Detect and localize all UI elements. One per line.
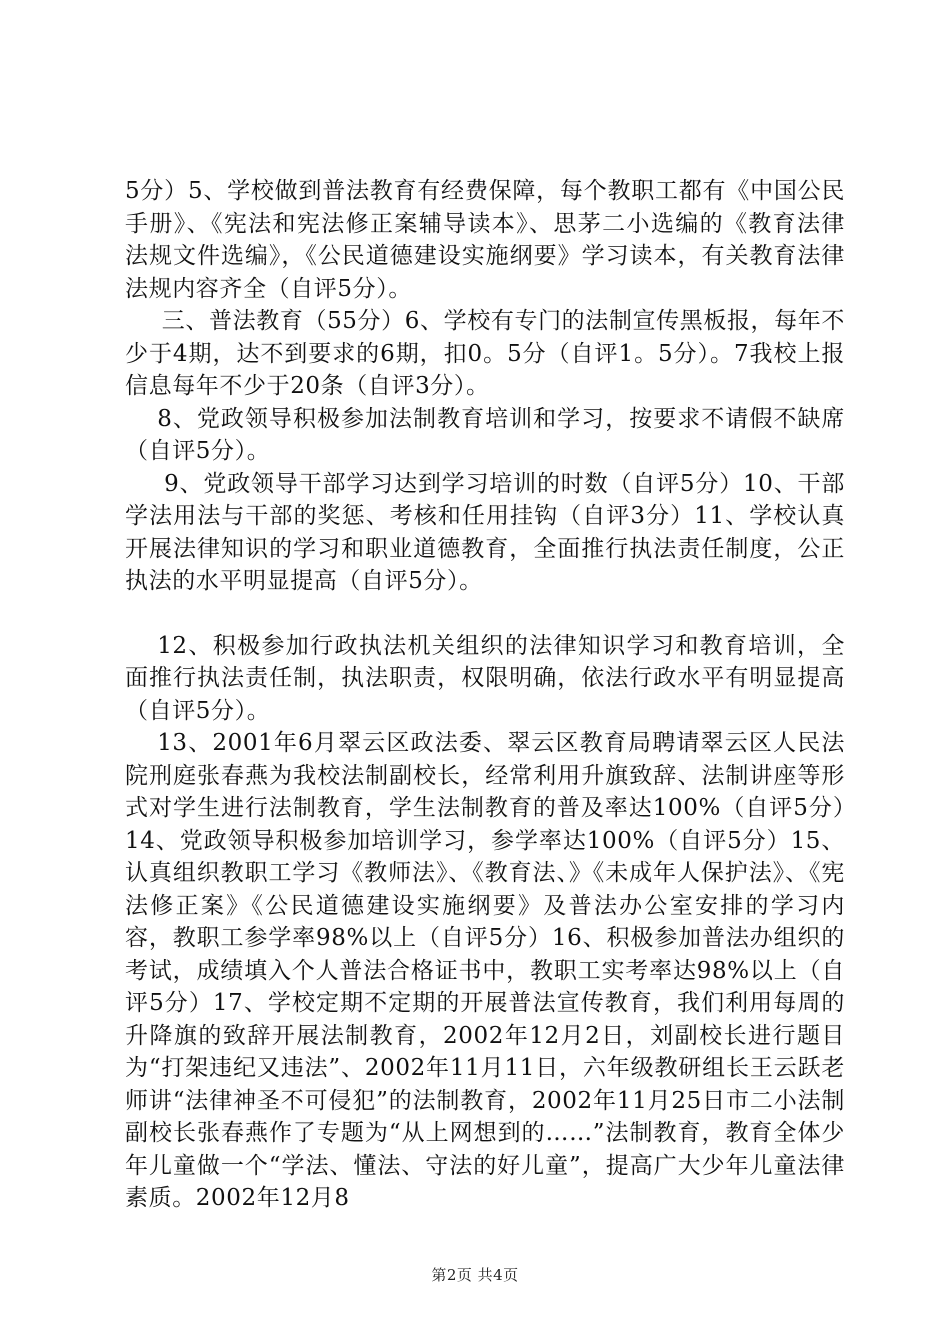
paragraph-cadre-study: 9、党政领导干部学习达到学习培训的时数（自评5分）10、干部学法用法与干部的奖惩、考核和任用挂钩（自评3分）11、学校认真开展法律知识的学习和职业道德教育，全面推行执法责任制度，公正执法的水平明显提高（自评5分）。	[125, 470, 845, 594]
paragraph-funding: 5分）5、学校做到普法教育有经费保障，每个教职工都有《中国公民手册》、《宪法和宪法修正案辅导读本》、思茅二小选编的《教育法律法规文件选编》，《公民道德建设实施纲要》学习读本，有关教育法律法规内容齐全（自评5分）。	[125, 178, 845, 302]
page-footer: 第2页 共4页	[431, 1266, 519, 1284]
paragraph-administrative-law: 12、积极参加行政执法机关组织的法律知识学习和教育培训，全面推行执法责任制，执法职责，权限明确，依法行政水平有明显提高（自评5分）。	[125, 632, 845, 724]
paragraph-legal-education: 三、普法教育（55分）6、学校有专门的法制宣传黑板报，每年不少于4期，达不到要求的6期，扣0。5分（自评1。5分）。7我校上报信息每年不少于20条（自评3分）。	[125, 308, 845, 399]
document-body	[125, 175, 845, 1215]
paragraph-legal-vice-principal: 13、2001年6月翠云区政法委、翠云区教育局聘请翠云区人民法院刑庭张春燕为我校法制副校长，经常利用升旗致辞、法制讲座等形式对学生进行法制教育，学生法制教育的普及率达100%（自评5分）14、党政领导积极参加培训学习，参学率达100%（自评5分）15、认真组织教职工学习《教师法》、《教育法、》《未成年人保护法》、《宪法修正案》《公民道德建设实施纲要》及普法办公室安排的学习内容，教职工参学率98%以上（自评5分）16、积极参加普法办组织的考试，成绩填入个人普法合格证书中，教职工实考率达98%以上（自评5分）17、学校定期不定期的开展普法宣传教育，我们利用每周的升降旗的致辞开展法制教育，2002年12月2日，刘副校长进行题目为“打架违纪又违法”、2002年11月11日，六年级教研组长王云跃老师讲“法律神圣不可侵犯”的法制教育，2002年11月25日市二小法制副校长张春燕作了专题为“从上网想到的……”法制教育，教育全体少年儿童做一个“学法、懂法、守法的好儿童”，提高广大少年儿童法律素质。2002年12月8	[125, 730, 845, 1211]
paragraph-leadership-training: 8、党政领导积极参加法制教育培训和学习，按要求不请假不缺席（自评5分）。	[125, 405, 845, 464]
